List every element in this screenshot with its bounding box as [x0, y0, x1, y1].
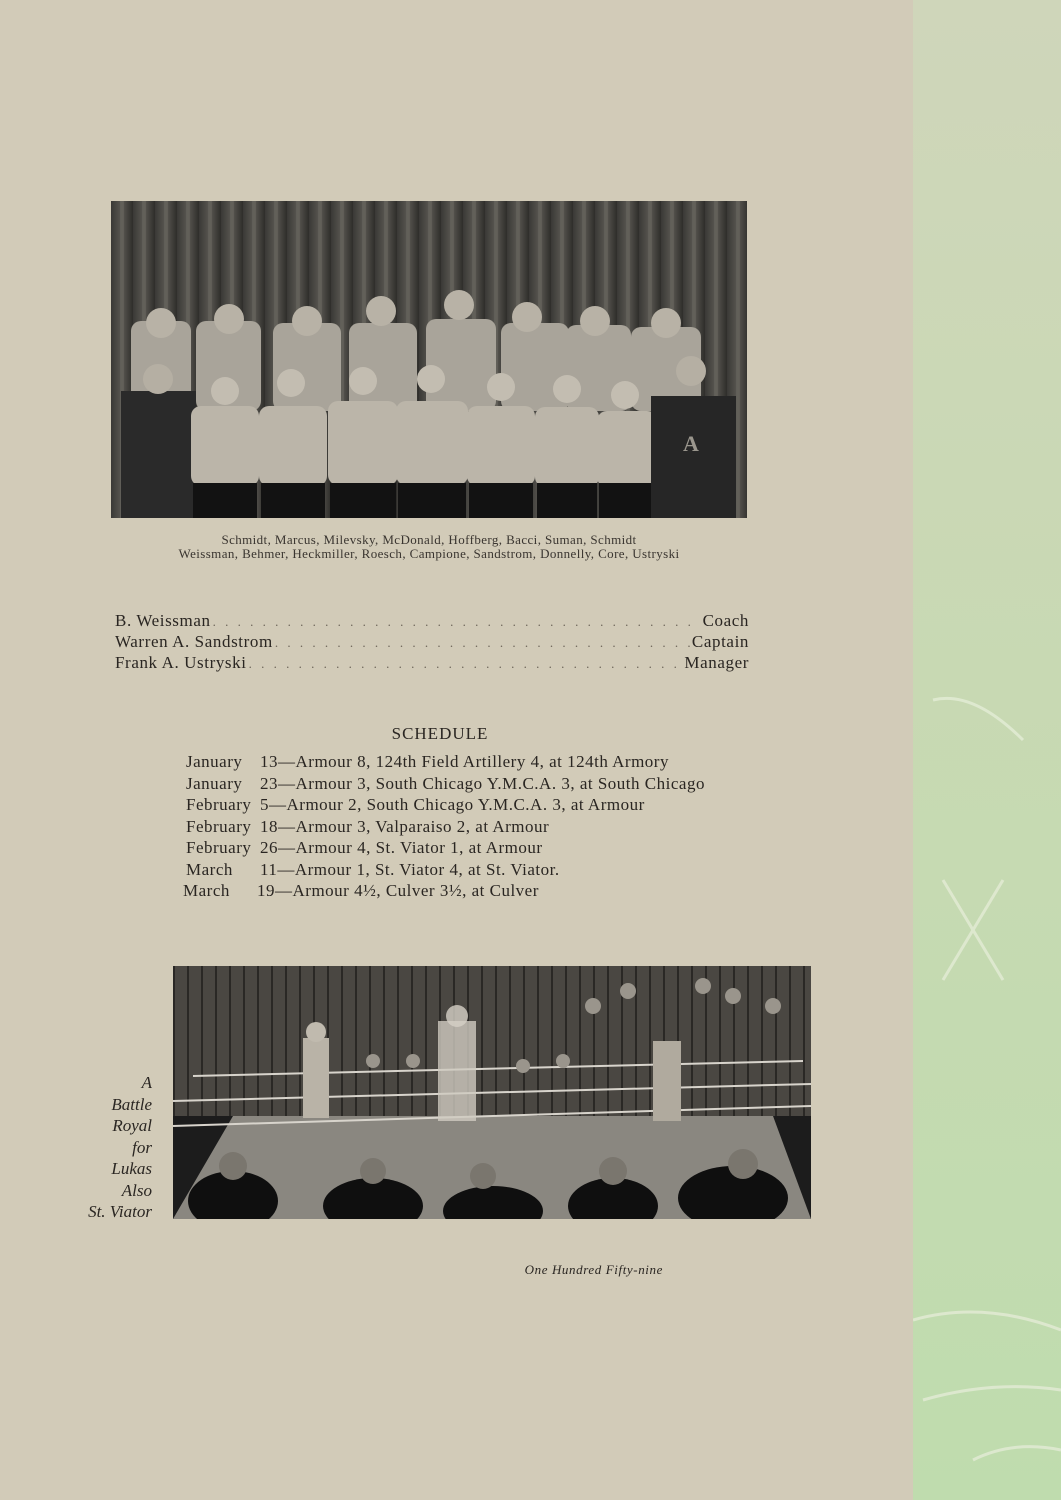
schedule-month: February [186, 817, 252, 836]
adjacent-page-margin [913, 0, 1061, 1500]
caption-line: Lukas [111, 1159, 152, 1178]
staff-row-coach [115, 611, 749, 633]
schedule-month: February [186, 838, 252, 857]
staff-name: B. Weissman [115, 611, 211, 630]
schedule-month: February [186, 795, 252, 814]
caption-line: A [141, 1073, 152, 1092]
schedule-month: January [186, 774, 243, 793]
page-number: One Hundred Fifty-nine [524, 1262, 663, 1277]
leader-dots [275, 635, 690, 651]
staff-row-captain [115, 632, 749, 654]
schedule-title: SCHEDULE [391, 724, 489, 743]
svg-text:A: A [683, 431, 699, 456]
staff-name: Frank A. Ustryski [115, 653, 247, 672]
caption-line: Also [121, 1180, 152, 1200]
boxing-match-photo [173, 966, 811, 1219]
caption-line: Battle [111, 1094, 152, 1114]
schedule-detail: 5—Armour 2, South Chicago Y.M.C.A. 3, at Armour [260, 795, 645, 814]
staff-role: Coach [702, 611, 749, 630]
schedule-detail: 13—Armour 8, 124th Field Artillery 4, at 124th Armory [260, 752, 669, 771]
staff-name: Warren A. Sandstrom [115, 632, 273, 651]
leader-dots [249, 656, 683, 672]
schedule-detail: 18—Armour 3, Valparaiso 2, at Armour [260, 817, 550, 836]
caption-line: St. Viator [88, 1202, 152, 1221]
team-photo-caption-line-2: Weissman, Behmer, Heckmiller, Roesch, Campione, Sandstrom, Donnelly, Core, Ustryski [178, 546, 680, 561]
team-photo [111, 201, 747, 518]
schedule-month: March [183, 881, 230, 900]
schedule-detail: 11—Armour 1, St. Viator 4, at St. Viator. [260, 860, 560, 879]
schedule-detail: 23—Armour 3, South Chicago Y.M.C.A. 3, at South Chicago [260, 774, 705, 793]
caption-line: for [132, 1137, 152, 1157]
schedule-detail: 26—Armour 4, St. Viator 1, at Armour [260, 838, 543, 857]
staff-row-manager [115, 653, 749, 675]
caption-line: Royal [112, 1116, 152, 1135]
staff-role: Captain [691, 632, 749, 651]
team-photo-caption-line-1: Schmidt, Marcus, Milevsky, McDonald, Hoffberg, Bacci, Suman, Schmidt [221, 532, 637, 547]
schedule-month: January [186, 752, 243, 771]
fight-photo-caption [60, 1072, 152, 1223]
leader-dots [213, 614, 701, 630]
schedule-month: March [186, 860, 233, 879]
schedule-detail: 19—Armour 4½, Culver 3½, at Culver [257, 881, 539, 900]
staff-role: Manager [684, 653, 749, 672]
